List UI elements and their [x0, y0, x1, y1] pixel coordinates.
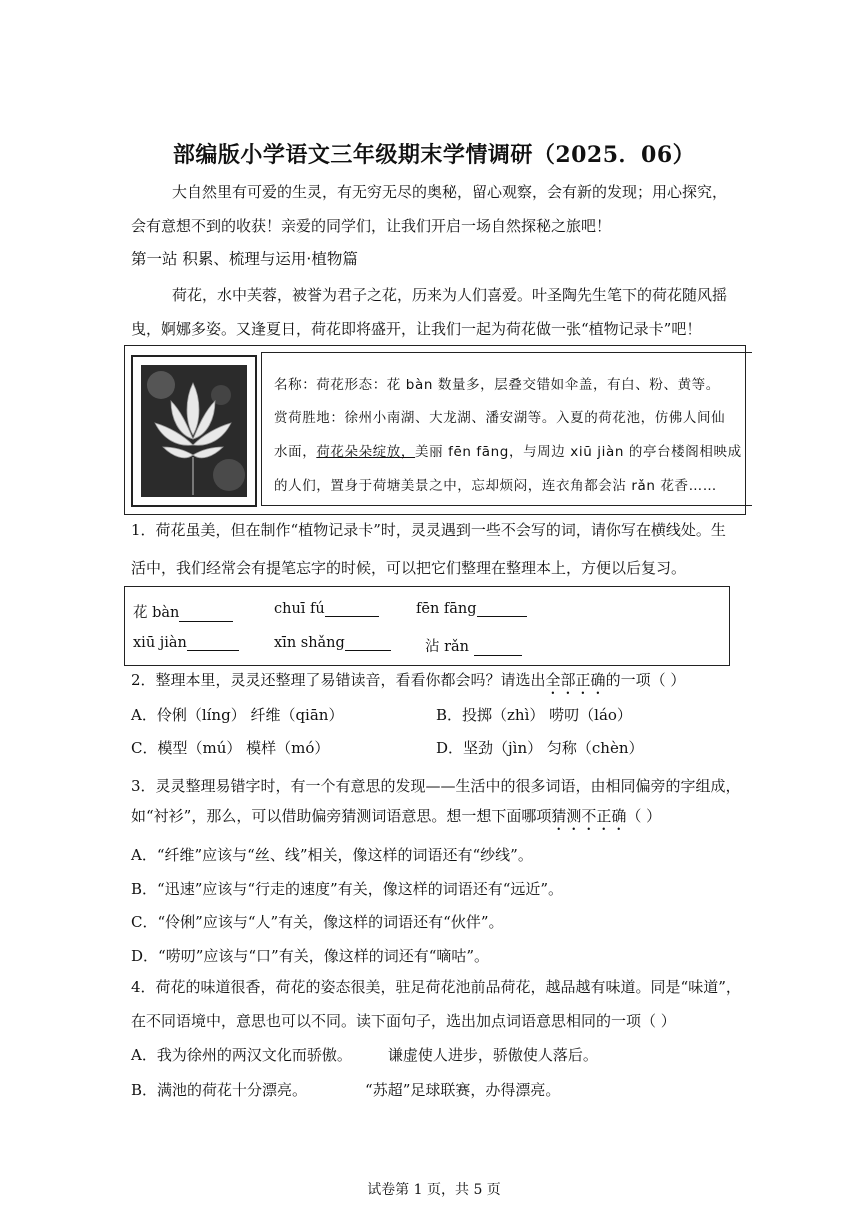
intro-line-1: 大自然里有可爱的生灵，有无穷无尽的奥秘，留心观察，会有新的发现；用心探究，: [172, 183, 728, 201]
lotus-photo: [131, 355, 257, 507]
q3-emphasis: 猜测不正确: [551, 807, 627, 825]
q2-stem: 2．整理本里，灵灵还整理了易错读音，看看你都会吗？请选出全部正确的一项（ ）: [131, 671, 686, 689]
q2-option-d[interactable]: D．坚劲（jìn） 匀称（chèn）: [436, 739, 644, 757]
q3-option-c[interactable]: C．“伶俐”应该与“人”有关，像这样的词语还有“伙伴”。: [131, 913, 504, 931]
q2-emphasis: 全部正确: [545, 671, 606, 689]
section-para-line-1: 荷花，水中芙蓉，被誉为君子之花，历来为人们喜爱。叶圣陶先生笔下的荷花随风摇: [172, 286, 728, 304]
card-line-3: 水面，荷花朵朵绽放，美丽 fēn fāng，与周边 xiū jiàn 的亭台楼阁相映成: [274, 444, 742, 460]
q2-option-c[interactable]: C．模型（mú） 模样（mó）: [131, 739, 330, 757]
q4-option-b[interactable]: B．满池的荷花十分漂亮。 “苏超”足球联赛，办得漂亮。: [131, 1081, 561, 1099]
q1-stem-line-1: 1．荷花虽美，但在制作“植物记录卡”时，灵灵遇到一些不会写的词，请你写在横线处。生: [131, 521, 726, 539]
card-line-1: 名称：荷花形态：花 bàn 数量多，层叠交错如伞盖，有白、粉、黄等。: [274, 377, 720, 393]
q1-blank-2[interactable]: [325, 602, 379, 617]
q3-stem-line-1: 3．灵灵整理易错字时，有一个有意思的发现——生活中的很多词语，由相同偏旁的字组成，: [131, 777, 741, 795]
lotus-flower-illustration: [141, 365, 245, 495]
card-underlined-phrase: 荷花朵朵绽放，: [316, 444, 416, 460]
q2-option-a[interactable]: A．伶俐（líng） 纤维（qiān）: [131, 706, 344, 724]
q3-option-b[interactable]: B．“迅速”应该与“行走的速度”有关，像这样的词语还有“远近”。: [131, 880, 564, 898]
intro-line-2: 会有意想不到的收获！亲爱的同学们，让我们开启一场自然探秘之旅吧！: [131, 217, 612, 235]
q3-stem-line-2: 如“衬衫”，那么，可以借助偏旁猜测词语意思。想一想下面哪项猜测不正确（ ）: [131, 807, 662, 825]
q1-item-6: 沾 rǎn: [425, 635, 522, 656]
q4-stem-line-1: 4．荷花的味道很香，荷花的姿态很美，驻足荷花池前品荷花，越品越有味道。同是“味道”，: [131, 978, 741, 996]
q2-option-b[interactable]: B．投掷（zhì） 唠叨（láo）: [436, 706, 632, 724]
q1-item-4: xiū jiàn: [133, 635, 239, 651]
page-title: 部编版小学语文三年级期末学情调研（2025．06）: [172, 142, 696, 168]
q1-item-2: chuī fú: [274, 601, 379, 617]
q1-blank-5[interactable]: [345, 636, 391, 651]
card-line-4: 的人们，置身于荷塘美景之中，忘却烦闷，连衣角都会沾 rǎn 花香……: [274, 478, 717, 494]
q1-item-3: fēn fāng: [416, 601, 527, 617]
q3-option-a[interactable]: A．“纤维”应该与“丝、线”相关，像这样的词语还有“纱线”。: [131, 846, 533, 864]
lotus-image: [141, 365, 247, 497]
page-footer: 试卷第 1 页，共 5 页: [367, 1182, 501, 1198]
q1-item-1: 花 bàn: [133, 601, 233, 622]
record-card-text: [261, 352, 752, 506]
q1-blank-1[interactable]: [179, 607, 233, 622]
q3-option-d[interactable]: D．“唠叨”应该与“口”有关，像这样的词还有“嘀咕”。: [131, 947, 490, 965]
q1-stem-line-2: 活中，我们经常会有提笔忘字的时候，可以把它们整理在整理本上，方便以后复习。: [131, 559, 687, 577]
q1-blank-4[interactable]: [187, 636, 239, 651]
q1-blank-6[interactable]: [474, 641, 522, 656]
q4-stem-line-2: 在不同语境中，意思也可以不同。读下面句子，选出加点词语意思相同的一项（ ）: [131, 1012, 676, 1030]
q1-item-5: xīn shǎng: [274, 635, 391, 651]
q4-option-a[interactable]: A．我为徐州的两汉文化而骄傲。 谦虚使人进步，骄傲使人落后。: [131, 1046, 598, 1064]
card-line-2: 赏荷胜地：徐州小南湖、大龙湖、潘安湖等。入夏的荷花池，仿佛人间仙: [274, 410, 726, 426]
q1-blank-3[interactable]: [477, 602, 527, 617]
section-heading: 第一站 积累、梳理与运用·植物篇: [131, 250, 358, 268]
section-para-line-2: 曳，婀娜多姿。又逢夏日，荷花即将盛开，让我们一起为荷花做一张“植物记录卡”吧！: [131, 320, 702, 338]
